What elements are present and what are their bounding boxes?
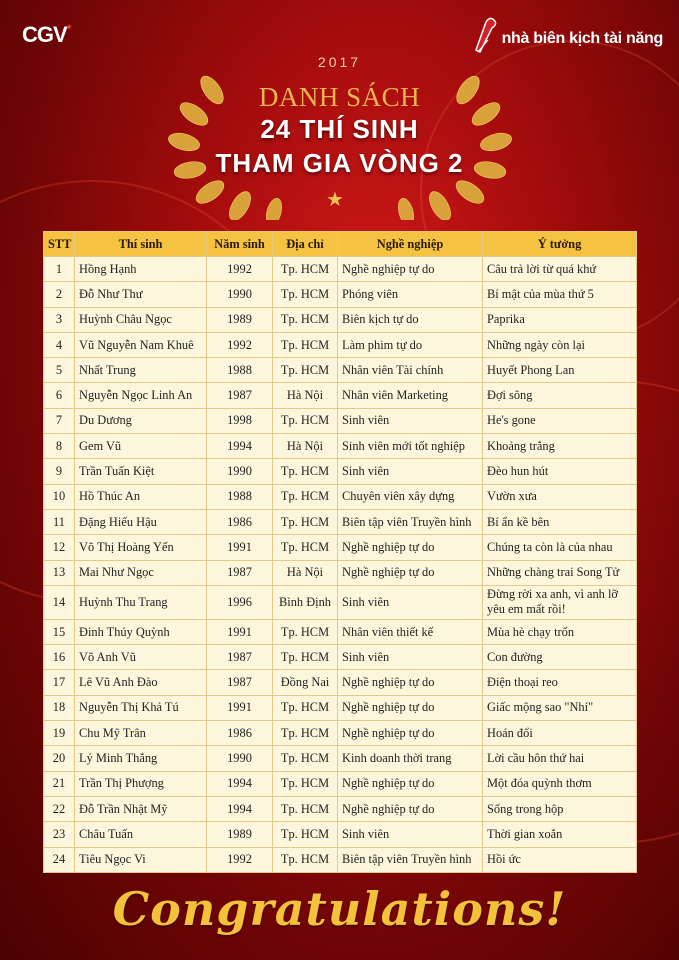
row-occupation: Sinh viên [338,822,483,847]
row-contestant-name: Huỳnh Châu Ngọc [75,307,207,332]
row-birth-year: 1991 [207,619,273,644]
table-row [44,670,637,695]
row-stt: 6 [44,383,75,408]
row-contestant-name: Tiêu Ngọc Vi [75,847,207,872]
row-occupation: Kinh doanh thời trang [338,746,483,771]
row-address: Tp. HCM [273,484,338,509]
row-stt: 8 [44,434,75,459]
page-title-line2: THAM GIA VÒNG 2 [215,148,464,178]
row-occupation: Sinh viên [338,645,483,670]
row-occupation: Biên tập viên Truyền hình [338,847,483,872]
row-address: Tp. HCM [273,721,338,746]
table-row [44,459,637,484]
row-occupation: Phóng viên [338,282,483,307]
row-birth-year: 1996 [207,585,273,619]
row-birth-year: 1992 [207,257,273,282]
table-row [44,695,637,720]
row-contestant-name: Võ Thị Hoàng Yến [75,535,207,560]
row-occupation: Nghề nghiệp tự do [338,695,483,720]
row-stt: 19 [44,721,75,746]
row-idea: Thời gian xoắn [483,822,637,847]
row-contestant-name: Võ Anh Vũ [75,645,207,670]
row-birth-year: 1986 [207,721,273,746]
row-address: Tp. HCM [273,408,338,433]
row-idea: Huyết Phong Lan [483,358,637,383]
row-contestant-name: Châu Tuấn [75,822,207,847]
header-contestant: Thí sinh [75,232,207,257]
table-row [44,383,637,408]
row-idea: Con đường [483,645,637,670]
row-occupation: Nghề nghiệp tự do [338,535,483,560]
row-stt: 22 [44,796,75,821]
row-occupation: Làm phim tự do [338,332,483,357]
table-row [44,257,637,282]
row-address: Tp. HCM [273,282,338,307]
row-occupation: Sinh viên [338,459,483,484]
table-row [44,560,637,585]
row-birth-year: 1994 [207,434,273,459]
table-row [44,822,637,847]
row-idea: Giấc mộng sao "Nhí" [483,695,637,720]
table-row [44,771,637,796]
table-row [44,358,637,383]
row-birth-year: 1990 [207,746,273,771]
row-idea: Câu trả lời từ quá khứ [483,257,637,282]
row-birth-year: 1994 [207,796,273,821]
row-address: Hà Nội [273,383,338,408]
row-idea: Sống trong hộp [483,796,637,821]
row-idea: Đợi sông [483,383,637,408]
header-birth-year: Năm sinh [207,232,273,257]
table-row [44,434,637,459]
row-contestant-name: Đỗ Như Thư [75,282,207,307]
row-stt: 20 [44,746,75,771]
row-contestant-name: Chu Mỹ Trân [75,721,207,746]
row-stt: 24 [44,847,75,872]
row-contestant-name: Đỗ Trần Nhật Mỹ [75,796,207,821]
row-birth-year: 1990 [207,282,273,307]
row-occupation: Biên kịch tự do [338,307,483,332]
row-birth-year: 1988 [207,484,273,509]
row-idea: Bí ẩn kề bên [483,509,637,534]
event-year: 2017 [317,54,362,70]
row-stt: 16 [44,645,75,670]
row-address: Bình Định [273,585,338,619]
row-contestant-name: Đặng Hiếu Hậu [75,509,207,534]
row-stt: 5 [44,358,75,383]
row-stt: 9 [44,459,75,484]
row-occupation: Nhân viên Tài chính [338,358,483,383]
row-contestant-name: Lý Minh Thắng [75,746,207,771]
page-header [0,40,679,230]
row-birth-year: 1987 [207,645,273,670]
row-idea: Đừng rời xa anh, vì anh lỡ yêu em mất rồi! [483,585,637,619]
row-address: Hà Nội [273,434,338,459]
row-stt: 13 [44,560,75,585]
row-stt: 3 [44,307,75,332]
row-address: Tp. HCM [273,459,338,484]
table-row [44,746,637,771]
row-occupation: Nhân viên Marketing [338,383,483,408]
row-contestant-name: Hồ Thúc An [75,484,207,509]
table-body [44,257,637,873]
row-birth-year: 1998 [207,408,273,433]
table-row [44,847,637,872]
row-stt: 4 [44,332,75,357]
row-birth-year: 1987 [207,383,273,408]
row-occupation: Sinh viên mới tốt nghiệp [338,434,483,459]
page-title-line1: 24 THÍ SINH [260,114,419,144]
row-contestant-name: Lê Vũ Anh Đào [75,670,207,695]
row-idea: Hồi ức [483,847,637,872]
row-birth-year: 1992 [207,332,273,357]
table-row [44,619,637,644]
row-idea: Đèo hun hút [483,459,637,484]
header-stt: STT [44,232,75,257]
row-address: Tp. HCM [273,257,338,282]
row-birth-year: 1988 [207,358,273,383]
row-stt: 15 [44,619,75,644]
row-stt: 21 [44,771,75,796]
row-address: Tp. HCM [273,358,338,383]
row-contestant-name: Huỳnh Thu Trang [75,585,207,619]
table-row [44,408,637,433]
row-idea: Điện thoại reo [483,670,637,695]
row-birth-year: 1990 [207,459,273,484]
row-idea: Hoán đổi [483,721,637,746]
table-row [44,307,637,332]
row-address: Tp. HCM [273,847,338,872]
row-idea: Chúng ta còn là của nhau [483,535,637,560]
row-occupation: Chuyên viên xây dựng [338,484,483,509]
star-icon: ★ [326,189,344,211]
row-idea: Paprika [483,307,637,332]
row-address: Tp. HCM [273,796,338,821]
table-row [44,796,637,821]
row-birth-year: 1986 [207,509,273,534]
row-birth-year: 1991 [207,535,273,560]
row-idea: Vườn xưa [483,484,637,509]
row-birth-year: 1992 [207,847,273,872]
row-birth-year: 1987 [207,560,273,585]
row-idea: Những ngày còn lại [483,332,637,357]
contestant-table [43,231,636,873]
row-contestant-name: Gem Vũ [75,434,207,459]
row-contestant-name: Trần Thị Phượng [75,771,207,796]
table-row [44,282,637,307]
row-address: Tp. HCM [273,822,338,847]
row-address: Tp. HCM [273,619,338,644]
row-birth-year: 1987 [207,670,273,695]
row-idea: Bí mật của mùa thứ 5 [483,282,637,307]
table-header-row [44,232,637,257]
row-contestant-name: Nguyễn Thị Khả Tú [75,695,207,720]
row-stt: 11 [44,509,75,534]
cgv-logo-text: CGV [22,22,67,47]
row-stt: 23 [44,822,75,847]
row-address: Tp. HCM [273,535,338,560]
row-contestant-name: Hồng Hạnh [75,257,207,282]
congratulations-text: Congratulations! [112,882,567,936]
row-stt: 10 [44,484,75,509]
row-contestant-name: Nhất Trung [75,358,207,383]
row-occupation: Nghề nghiệp tự do [338,796,483,821]
row-address: Đồng Nai [273,670,338,695]
header-occupation: Nghề nghiệp [338,232,483,257]
row-stt: 1 [44,257,75,282]
header-address: Địa chỉ [273,232,338,257]
row-stt: 12 [44,535,75,560]
table-row [44,721,637,746]
row-occupation: Nhân viên thiết kế [338,619,483,644]
row-contestant-name: Mai Như Ngọc [75,560,207,585]
row-birth-year: 1989 [207,822,273,847]
table-row [44,484,637,509]
table-row [44,585,637,619]
row-birth-year: 1994 [207,771,273,796]
table-row [44,645,637,670]
table-row [44,535,637,560]
row-occupation: Nghề nghiệp tự do [338,771,483,796]
row-stt: 17 [44,670,75,695]
row-address: Tp. HCM [273,746,338,771]
row-idea: Một đóa quỳnh thơm [483,771,637,796]
row-address: Tp. HCM [273,332,338,357]
row-contestant-name: Trần Tuấn Kiệt [75,459,207,484]
row-idea: He's gone [483,408,637,433]
row-occupation: Biên tập viên Truyền hình [338,509,483,534]
row-contestant-name: Nguyễn Ngọc Linh An [75,383,207,408]
page-subtitle: DANH SÁCH [258,82,421,112]
row-address: Hà Nội [273,560,338,585]
row-stt: 7 [44,408,75,433]
row-birth-year: 1989 [207,307,273,332]
row-occupation: Nghề nghiệp tự do [338,257,483,282]
row-stt: 18 [44,695,75,720]
table-row [44,332,637,357]
row-address: Tp. HCM [273,771,338,796]
row-idea: Lời cầu hôn thứ hai [483,746,637,771]
partner-logo-text: nhà biên kịch tài năng [501,30,663,47]
row-address: Tp. HCM [273,695,338,720]
row-idea: Mùa hè chạy trốn [483,619,637,644]
header-idea: Ý tưởng [483,232,637,257]
row-birth-year: 1991 [207,695,273,720]
table-row [44,509,637,534]
row-stt: 2 [44,282,75,307]
cgv-star-mark: * [66,22,71,36]
row-address: Tp. HCM [273,645,338,670]
row-occupation: Nghề nghiệp tự do [338,560,483,585]
row-occupation: Nghề nghiệp tự do [338,721,483,746]
row-idea: Những chàng trai Song Tử [483,560,637,585]
row-occupation: Sinh viên [338,585,483,619]
row-address: Tp. HCM [273,307,338,332]
row-stt: 14 [44,585,75,619]
row-contestant-name: Du Dương [75,408,207,433]
row-idea: Khoảng trắng [483,434,637,459]
row-address: Tp. HCM [273,509,338,534]
row-occupation: Nghề nghiệp tự do [338,670,483,695]
row-contestant-name: Đinh Thúy Quỳnh [75,619,207,644]
row-occupation: Sinh viên [338,408,483,433]
row-contestant-name: Vũ Nguyễn Nam Khuê [75,332,207,357]
